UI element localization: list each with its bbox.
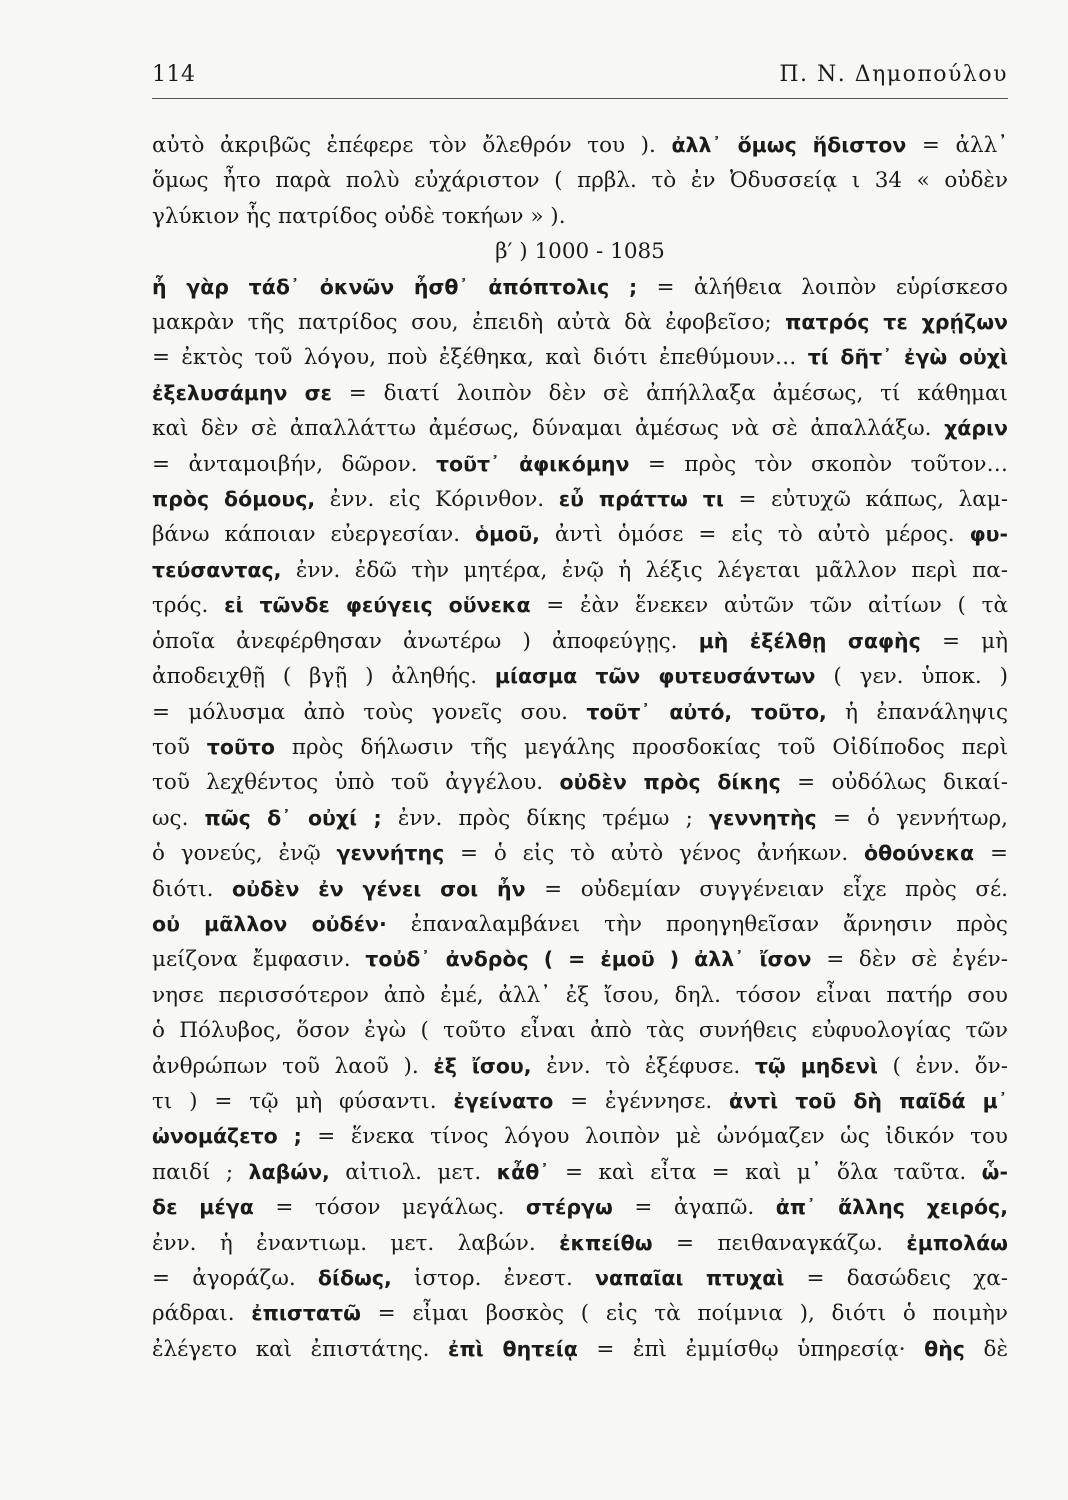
- text-line: [152, 482, 1008, 517]
- gloss: = ἐπὶ ἐμμίσθῳ ὑπηρεσίᾳ·: [577, 1336, 925, 1362]
- gloss: = ἀγοράζω.: [152, 1266, 318, 1291]
- lemma: χάριν: [944, 416, 1008, 441]
- gloss: = εἶμαι βοσκὸς ( εἰς τὰ ποίμνια ), διότι ὁ ποιμὴν: [360, 1301, 1008, 1327]
- gloss: = ἐκτὸς τοῦ λόγου, ποὺ ἐξέθηκα, καὶ διότι ἐπεθύμουν…: [152, 345, 808, 371]
- gloss: = μὴ: [920, 628, 1008, 654]
- text-line: [152, 1013, 1008, 1048]
- text-line: [152, 1190, 1008, 1225]
- gloss: δὲ: [964, 1336, 1008, 1362]
- lemma: τῷ μηδενὶ: [754, 1053, 878, 1078]
- gloss: = πειθαναγκάζω.: [652, 1230, 907, 1256]
- text-line: [152, 1084, 1008, 1119]
- lemma: οὐδὲν ἐν γένει σοι ἦν: [232, 876, 526, 901]
- lemma: γεννήτης: [336, 841, 445, 866]
- gloss: αἰτιολ. μετ.: [329, 1159, 497, 1185]
- text-line: [152, 447, 1008, 482]
- page-header: [152, 58, 1008, 98]
- gloss: τι ) = τῷ μὴ φύσαντι.: [152, 1088, 454, 1114]
- text-line: [152, 163, 1008, 198]
- gloss: ἡ ἐπανάληψις: [826, 699, 1008, 725]
- gloss: καὶ δὲν σὲ ἀπαλλάττω ἀμέσως, δύναμαι ἀμέσως νὰ σὲ ἀπαλλάξω.: [152, 416, 945, 442]
- gloss: = ἀγαπῶ.: [612, 1195, 776, 1221]
- gloss: = μόλυσμα ἀπὸ τοὺς γονεῖς σου.: [152, 699, 587, 725]
- lemma: ἐξελυσάμην σε: [152, 380, 332, 405]
- gloss: τοῦ λεχθέντος ὑπὸ τοῦ ἀγγέλου.: [152, 770, 560, 796]
- lemma: ἐμπολάω: [906, 1230, 1008, 1255]
- gloss: = δασώδεις χα-: [784, 1266, 1008, 1291]
- text-line: [152, 907, 1008, 942]
- lemma: ναπαῖαι πτυχαὶ: [595, 1266, 785, 1290]
- lemma: ἐγείνατο: [453, 1088, 554, 1113]
- gloss: ἱστορ. ἐνεστ.: [391, 1266, 595, 1291]
- lemma: δίδως,: [317, 1266, 392, 1290]
- gloss: = ὁ γεννήτωρ,: [816, 805, 1008, 831]
- text-line: [152, 765, 1008, 800]
- gloss: = εὐτυχῶ κάπως, λαμ-: [723, 487, 1008, 513]
- text-line: [152, 659, 1008, 694]
- commentary-text: [152, 128, 1008, 1367]
- text-line: [152, 801, 1008, 836]
- gloss: μείζονα ἔμφασιν.: [152, 947, 366, 973]
- gloss: β′ ) 1000 - 1085: [495, 239, 665, 265]
- gloss: ὅμως ἦτο παρὰ πολὺ εὐχάριστον ( πρβλ. τὸ ἐν Ὀδυσσείᾳ ι 34 « οὐδὲν: [152, 168, 1008, 194]
- lemma: εἰ τῶνδε φεύγεις οὕνεκα: [224, 593, 531, 618]
- running-head: Π. Ν. Δημοπούλου: [779, 62, 1008, 87]
- lemma: εὖ πράττω τι: [558, 487, 724, 512]
- gloss: = ἐὰν ἕνεκεν αὐτῶν τῶν αἰτίων ( τὰ: [530, 593, 1008, 619]
- lemma: θὴς: [924, 1336, 965, 1361]
- lemma: μίασμα τῶν φυτευσάντων: [494, 664, 816, 689]
- lemma: ἦ γὰρ τάδ᾽ ὀκνῶν ἦσθ᾽ ἀπόπτολις ;: [152, 274, 638, 299]
- gloss: ἐνν. τὸ ἐξέφυσε.: [531, 1053, 755, 1079]
- text-line: [152, 1296, 1008, 1331]
- gloss: = ἀλήθεια λοιπὸν εὑρίσκεσο: [637, 274, 1008, 300]
- gloss: ὁ γονεύς, ἐνῷ: [152, 841, 337, 867]
- lemma: ἀντὶ τοῦ δὴ παῖδά μ᾽: [728, 1088, 1008, 1113]
- lemma: γεννητὴς: [708, 805, 817, 830]
- lemma: οὐ μᾶλλον οὐδέν·: [152, 911, 387, 936]
- text-line: [152, 695, 1008, 730]
- lemma: ὠνομάζετο ;: [152, 1124, 302, 1149]
- gloss: = δὲν σὲ ἐγέν-: [811, 947, 1008, 973]
- lemma: ἀλλ᾽ ὅμως ἥδιστον: [671, 133, 907, 157]
- text-line: [152, 1119, 1008, 1154]
- gloss: ( γεν. ὑποκ. ): [815, 664, 1008, 690]
- lemma: δε μέγα: [152, 1195, 254, 1220]
- gloss: = ἐγέννησε.: [553, 1088, 729, 1114]
- lemma: τεύσαντας,: [152, 557, 282, 582]
- section-heading: [152, 234, 1008, 269]
- gloss: = πρὸς τὸν σκοπὸν τοῦτον…: [629, 451, 1008, 477]
- lemma: ὁθούνεκα: [864, 841, 975, 866]
- text-line: [152, 128, 1008, 163]
- lemma: τοὐδ᾽ ἀνδρὸς ( = ἐμοῦ ) ἀλλ᾽ ἴσον: [365, 947, 812, 972]
- lemma: ἐκπείθω: [559, 1230, 653, 1255]
- lemma: μὴ ἐξέλθῃ σαφὴς: [698, 628, 921, 653]
- text-line: [152, 836, 1008, 871]
- text-line: [152, 199, 1008, 234]
- text-line: [152, 270, 1008, 305]
- gloss: ὁποῖα ἀνεφέρθησαν ἀνωτέρω ) ἀποφεύγῃς.: [152, 628, 699, 654]
- lemma: ἐξ ἴσου,: [433, 1053, 532, 1078]
- gloss: βάνω κάποιαν εὐεργεσίαν.: [152, 522, 475, 548]
- text-line: [152, 1049, 1008, 1084]
- lemma: φυ-: [969, 522, 1008, 547]
- gloss: τρός.: [152, 593, 225, 619]
- lemma: τί δῆτ᾽ ἐγὼ οὐχὶ: [807, 345, 1008, 370]
- gloss: ἀνθρώπων τοῦ λαοῦ ).: [152, 1053, 434, 1079]
- text-line: [152, 730, 1008, 765]
- gloss: ἐλέγετο καὶ ἐπιστάτης.: [152, 1336, 449, 1362]
- gloss: ἐνν. ἡ ἐναντιωμ. μετ. λαβών.: [152, 1230, 560, 1256]
- gloss: = τόσον μεγάλως.: [253, 1195, 526, 1221]
- text-line: [152, 588, 1008, 623]
- gloss: τοῦ: [152, 734, 207, 760]
- gloss: παιδί ;: [152, 1159, 249, 1185]
- lemma: ἀπ᾽ ἄλλης χειρός,: [775, 1195, 1008, 1220]
- gloss: γλύκιον ἧς πατρίδος οὐδὲ τοκήων » ).: [152, 203, 566, 229]
- text-line: [152, 1261, 1008, 1296]
- text-line: [152, 517, 1008, 552]
- gloss: = ἕνεκα τίνος λόγου λοιπὸν μὲ ὠνόμαζεν ὡς ἰδικόν του: [301, 1124, 1008, 1150]
- lemma: στέργω: [525, 1195, 613, 1220]
- lemma: ἐπὶ θητείᾳ: [448, 1336, 578, 1361]
- gloss: ἐπαναλαμβάνει τὴν προηγηθεῖσαν ἄρνησιν πρὸς: [386, 911, 1008, 937]
- gloss: = οὐδεμίαν συγγένειαν εἶχε πρὸς σέ.: [525, 876, 1008, 902]
- gloss: = ὁ εἰς τὸ αὐτὸ γένος ἀνήκων.: [444, 841, 865, 867]
- gloss: ἀντὶ ὁμόσε = εἰς τὸ αὐτὸ μέρος.: [539, 522, 970, 548]
- lemma: κἆθ᾽: [496, 1159, 550, 1184]
- gloss: διότι.: [152, 876, 233, 902]
- gloss: νησε περισσότερον ἀπὸ ἐμέ, ἀλλ᾽ ἐξ ἴσου, δηλ. τόσον εἶναι πατήρ σου: [152, 982, 1008, 1008]
- text-line: [152, 942, 1008, 977]
- lemma: οὐδὲν πρὸς δίκης: [559, 770, 781, 795]
- gloss: = ἀλλ᾽: [906, 133, 1008, 158]
- gloss: = οὐδόλως δικαί-: [780, 770, 1008, 796]
- text-line: [152, 411, 1008, 446]
- lemma: ἐπιστατῶ: [251, 1301, 361, 1326]
- header-rule: [152, 98, 1008, 99]
- gloss: ἐνν. εἰς Κόρινθον.: [315, 487, 559, 513]
- gloss: μακρὰν τῆς πατρίδος σου, ἐπειδὴ αὐτὰ δὰ ἐφοβεῖσο;: [152, 310, 786, 336]
- gloss: ( ἐνν. ὄν-: [877, 1053, 1008, 1079]
- lemma: πῶς δ᾽ οὐχί ;: [204, 805, 382, 830]
- gloss: = διατί λοιπὸν δὲν σὲ ἀπήλλαξα ἀμέσως, τί κάθημαι: [331, 380, 1008, 406]
- page-number: 114: [152, 62, 196, 87]
- lemma: πρὸς δόμους,: [152, 487, 316, 512]
- gloss: ἐνν. πρὸς δίκης τρέμω ;: [381, 805, 709, 831]
- lemma: λαβών,: [248, 1159, 330, 1184]
- gloss: πρὸς δήλωσιν τῆς μεγάλης προσδοκίας τοῦ Οἰδίποδος περὶ: [274, 734, 1008, 760]
- gloss: ὁ Πόλυβος, ὅσον ἐγὼ ( τοῦτο εἶναι ἀπὸ τὰς συνήθεις εὐφυολογίας τῶν: [152, 1018, 1008, 1044]
- text-line: [152, 1226, 1008, 1261]
- lemma: ὧ-: [981, 1159, 1008, 1184]
- lemma: τοῦτ᾽ αὐτό, τοῦτο,: [586, 699, 827, 724]
- gloss: ράδραι.: [152, 1301, 252, 1327]
- text-line: [152, 872, 1008, 907]
- gloss: ἀποδειχθῇ ( βγῇ ) ἀληθής.: [152, 664, 495, 690]
- gloss: = ἀνταμοιβήν, δῶρον.: [152, 451, 436, 477]
- text-line: [152, 376, 1008, 411]
- text-line: [152, 624, 1008, 659]
- lemma: πατρός τε χρῄζων: [785, 310, 1008, 335]
- text-line: [152, 1332, 1008, 1367]
- text-line: [152, 305, 1008, 340]
- gloss: ἐνν. ἐδῶ τὴν μητέρα, ἐνῷ ἡ λέξις λέγεται μᾶλλον περὶ πα-: [281, 557, 1008, 583]
- text-line: [152, 340, 1008, 375]
- text-line: [152, 553, 1008, 588]
- gloss: = καὶ εἶτα = καὶ μ᾽ ὅλα ταῦτα.: [549, 1159, 982, 1185]
- lemma: ὁμοῦ,: [474, 522, 540, 547]
- lemma: τοῦτο: [206, 734, 275, 759]
- text-line: [152, 1155, 1008, 1190]
- lemma: τοῦτ᾽ ἀφικόμην: [435, 451, 630, 476]
- gloss: =: [974, 841, 1008, 867]
- text-line: [152, 978, 1008, 1013]
- gloss: αὐτὸ ἀκριβῶς ἐπέφερε τὸν ὄλεθρόν του ).: [152, 133, 672, 158]
- gloss: ως.: [152, 805, 205, 831]
